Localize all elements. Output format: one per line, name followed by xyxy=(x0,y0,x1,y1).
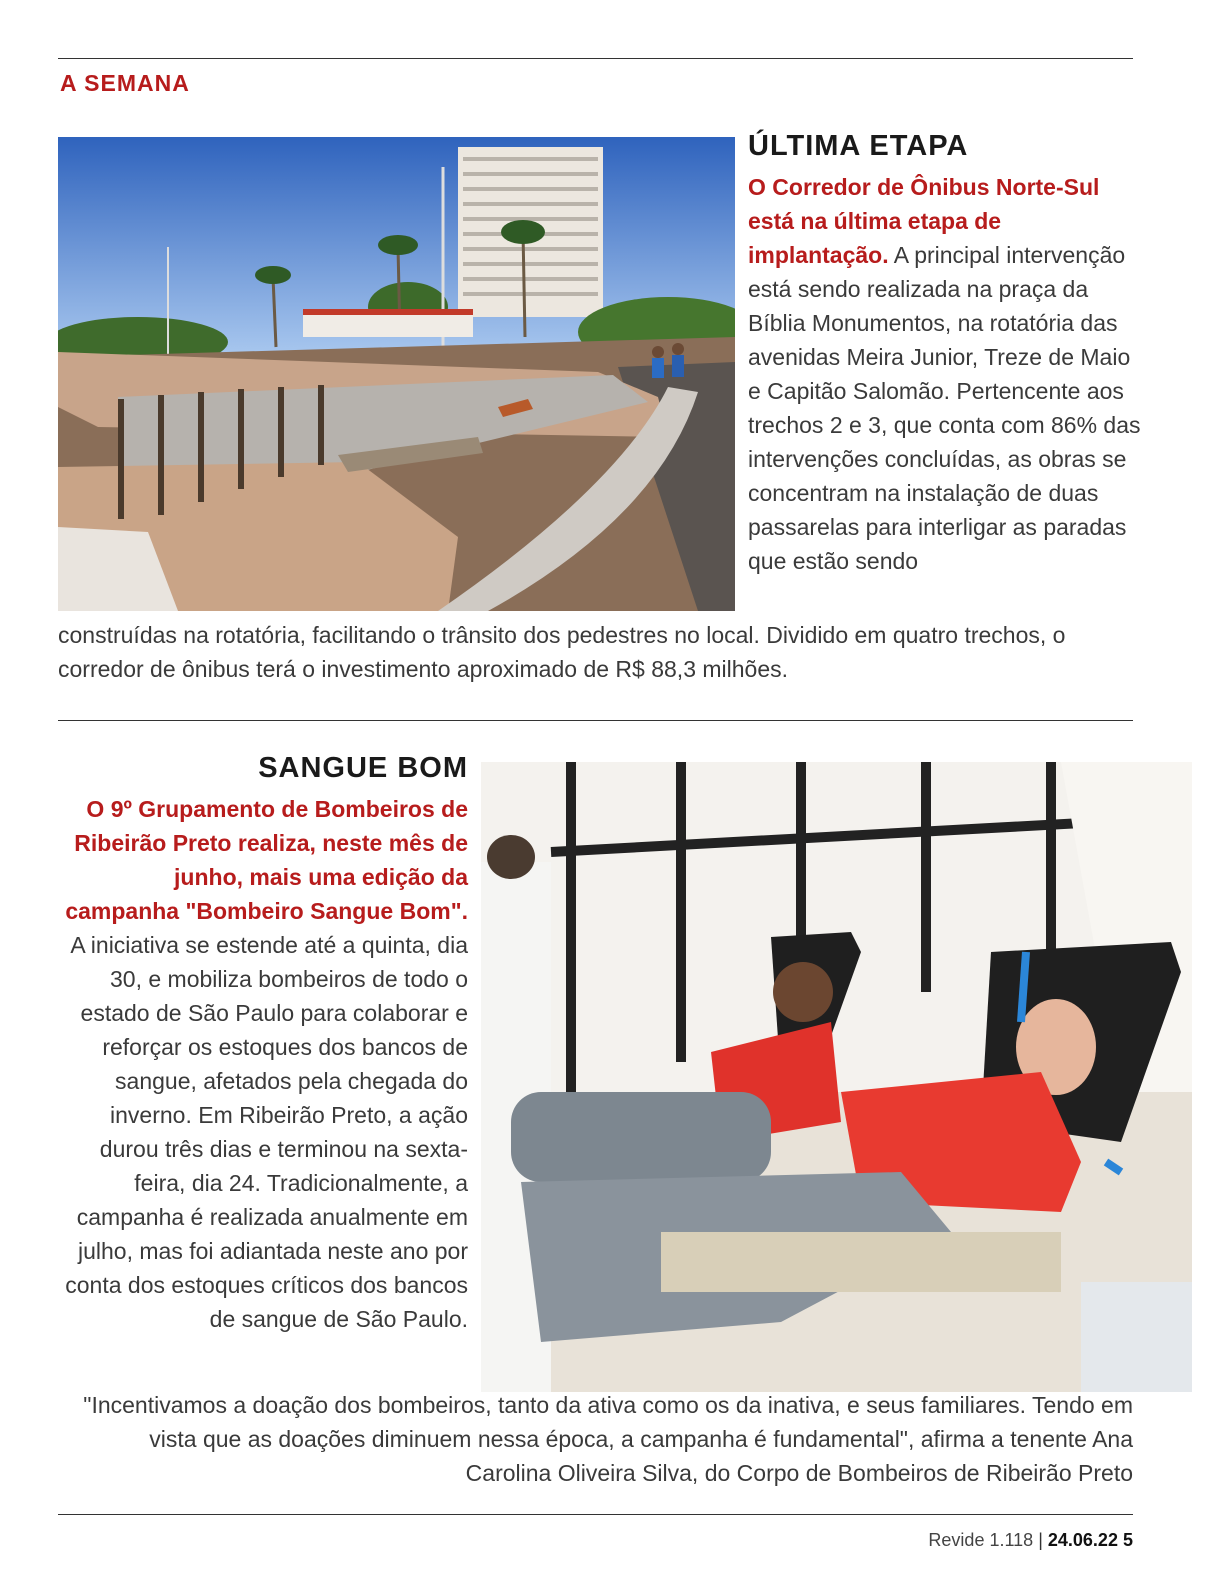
article1-lead: O Corredor de Ônibus Norte-Sul está na última etapa de implantação. xyxy=(748,174,1100,268)
article1-title: ÚLTIMA ETAPA xyxy=(748,130,969,162)
article2-lead: O 9º Grupamento de Bombeiros de Ribeirão Preto realiza, neste mês de junho, mais uma edição da campanha "Bombeiro Sangue Bom". xyxy=(65,796,468,924)
blood-donation-illustration xyxy=(481,762,1192,1392)
footer-page-number: 5 xyxy=(1122,1530,1133,1550)
footer-separator: | xyxy=(1038,1530,1043,1550)
page-footer xyxy=(928,1530,1133,1551)
article2-text xyxy=(58,792,468,1336)
middle-rule xyxy=(58,720,1133,721)
bottom-rule xyxy=(58,1514,1133,1515)
article1-continuation: construídas na rotatória, facilitando o trânsito dos pedestres no local. Dividido em quatro trechos, o corredor de ônibus terá o investimento aproximado de R$ 88,3 milhões. xyxy=(58,622,1066,682)
article2-title: SANGUE BOM xyxy=(258,752,468,784)
construction-site-illustration xyxy=(58,137,735,611)
article1-body: A principal intervenção está sendo realizada na praça da Bíblia Monumentos, na rotatória das avenidas Meira Junior, Treze de Maio e Capitão Salomão. Pertencente aos trechos 2 e 3, que conta com 86% das intervenções concluídas, as obras se concentram na instalação de duas passarelas para interligar as paradas que estão sendo xyxy=(748,242,1141,574)
article2-body: A iniciativa se estende até a quinta, dia 30, e mobiliza bombeiros de todo o estado de São Paulo para colaborar e reforçar os estoques dos bancos de sangue, afetados pela chegada do inverno. Em Ribeirão Preto, a ação durou três dias e terminou na sexta-feira, dia 24. Tradicionalmente, a campanha é realizada anualmente em julho, mas foi adiantada neste ano por conta dos estoques críticos dos bancos de sangue de São Paulo. xyxy=(65,932,468,1332)
top-rule xyxy=(58,58,1133,59)
article2-continuation: "Incentivamos a doação dos bombeiros, tanto da ativa como os da inativa, e seus familiares. Tendo em vista que as doações diminuem nessa época, a campanha é fundamental", afirma a tenente Ana Carolina Oliveira Silva, do Corpo de Bombeiros de Ribeirão Preto xyxy=(83,1392,1133,1486)
section-label: A SEMANA xyxy=(60,70,190,96)
article2-photo xyxy=(481,762,1192,1392)
article1-photo xyxy=(58,137,735,611)
footer-issue: Revide 1.118 xyxy=(928,1530,1034,1550)
footer-date: 24.06.22 xyxy=(1047,1530,1118,1550)
article1-text xyxy=(748,170,1143,578)
